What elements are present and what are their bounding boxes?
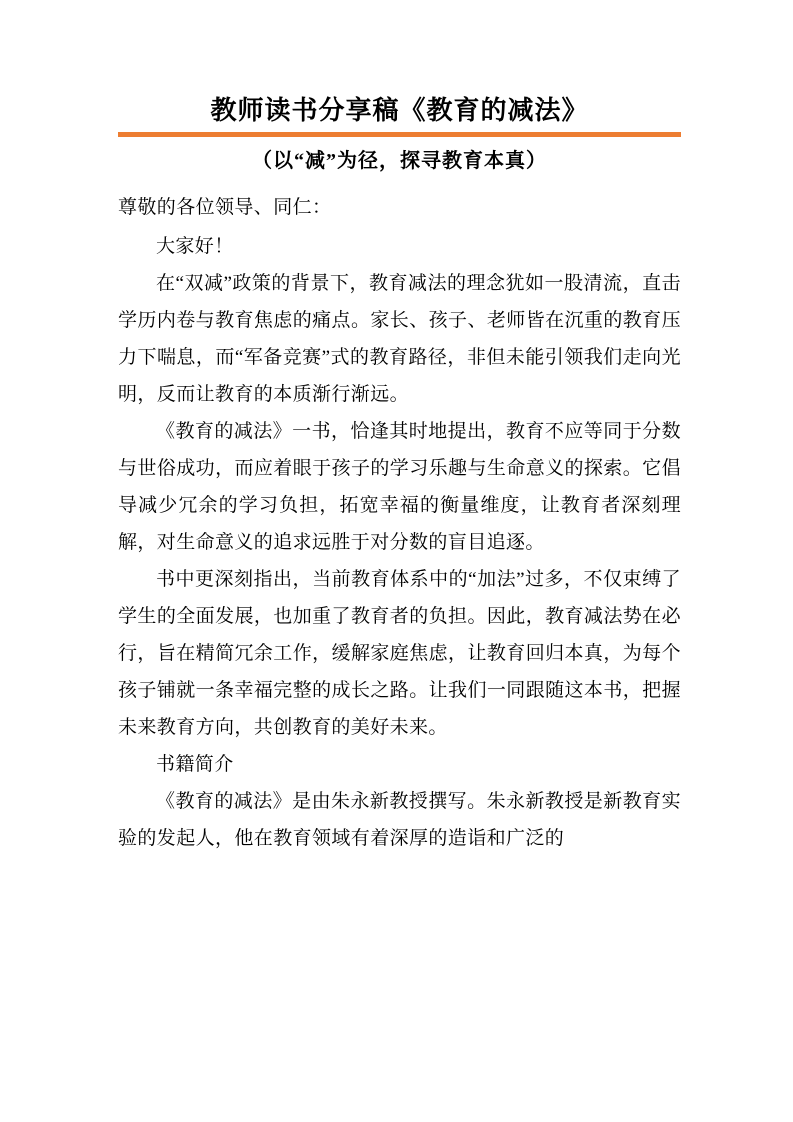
salutation: 尊敬的各位领导、同仁： bbox=[118, 196, 332, 218]
title-divider bbox=[118, 132, 681, 137]
page-subtitle: （以“减”为径，探寻教育本真） bbox=[252, 149, 547, 172]
paragraph-4: 书中更深刻指出，当前教育体系中的“加法”过多，不仅束缚了学生的全面发展，也加重了教育者的负担。因此，教育减法势在必行，旨在精简冗余工作，缓解家庭焦虑，让教育回归本真，为每个孩子铺就一条幸福完整的成长之路。让我们一同跟随这本书，把握未来教育方向，共创教育的美好未来。 bbox=[118, 568, 681, 739]
paragraph-2: 在“双减”政策的背景下，教育减法的理念犹如一股清流，直击学历内卷与教育焦虑的痛点。家长、孩子、老师皆在沉重的教育压力下喘息，而“军备竞赛”式的教育路径，非但未能引领我们走向光明，反而让教育的本质渐行渐远。 bbox=[118, 272, 681, 405]
paragraph-1: 大家好！ bbox=[156, 235, 234, 257]
page-title: 教师读书分享稿《教育的减法》 bbox=[210, 96, 589, 125]
paragraph-5: 《教育的减法》是由朱永新教授撰写。朱永新教授是新教育实验的发起人，他在教育领域有着深厚的造诣和广泛的 bbox=[118, 791, 681, 850]
section-heading-book-intro: 书籍简介 bbox=[156, 754, 234, 776]
paragraph-3: 《教育的减法》一书，恰逢其时地提出，教育不应等同于分数与世俗成功，而应着眼于孩子的学习乐趣与生命意义的探索。它倡导减少冗余的学习负担，拓宽幸福的衡量维度，让教育者深刻理解，对生命意义的追求远胜于对分数的盲目追逐。 bbox=[118, 420, 681, 553]
